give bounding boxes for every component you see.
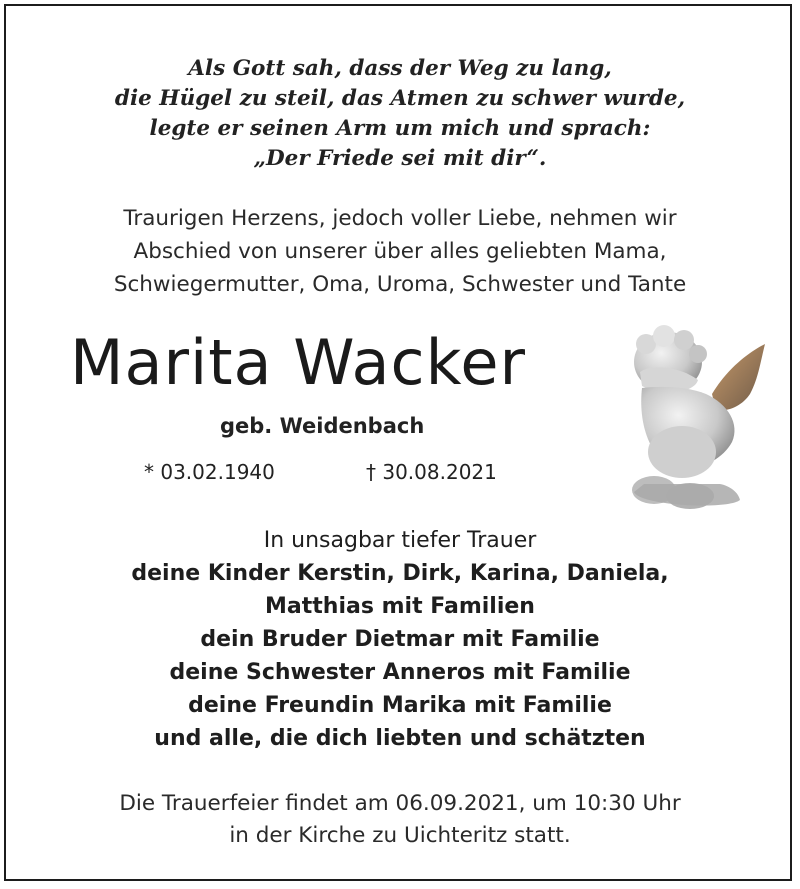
mourner-line: Matthias mit Familien: [265, 594, 535, 619]
mourner-line: dein Bruder Dietmar mit Familie: [200, 627, 600, 652]
angel-figure-icon: [620, 324, 770, 514]
intro-line: Abschied von unserer über alles geliebten Mama,: [133, 239, 667, 264]
obituary-notice: [4, 4, 792, 881]
poem-line: „Der Friede sei mit dir“.: [253, 146, 547, 171]
intro-line: Traurigen Herzens, jedoch voller Liebe, nehmen wir: [123, 206, 677, 231]
mourners-block: [6, 524, 794, 755]
funeral-info: [6, 788, 794, 852]
poem-line: legte er seinen Arm um mich und sprach:: [149, 116, 651, 141]
death-date: † 30.08.2021: [366, 460, 497, 484]
mourner-line: deine Freundin Marika mit Familie: [188, 693, 612, 718]
intro-text: [6, 202, 794, 301]
birth-date: * 03.02.1940: [144, 460, 275, 484]
funeral-line: in der Kirche zu Uichteritz statt.: [229, 823, 571, 848]
mourner-line: deine Kinder Kerstin, Dirk, Karina, Daniela,: [131, 561, 669, 586]
poem-line: Als Gott sah, dass der Weg zu lang,: [188, 56, 612, 81]
intro-line: Schwiegermutter, Oma, Uroma, Schwester und Tante: [113, 272, 687, 297]
mourner-line: und alle, die dich liebten und schätzten: [154, 726, 646, 751]
mourner-line: deine Schwester Anneros mit Familie: [169, 660, 631, 685]
mourners-lead: In unsagbar tiefer Trauer: [263, 528, 537, 553]
deceased-name: Marita Wacker: [70, 326, 526, 399]
poem: [6, 54, 794, 174]
poem-line: die Hügel zu steil, das Atmen zu schwer wurde,: [114, 86, 686, 111]
birth-name: geb. Weidenbach: [220, 414, 425, 438]
funeral-line: Die Trauerfeier findet am 06.09.2021, um 10:30 Uhr: [119, 791, 681, 816]
